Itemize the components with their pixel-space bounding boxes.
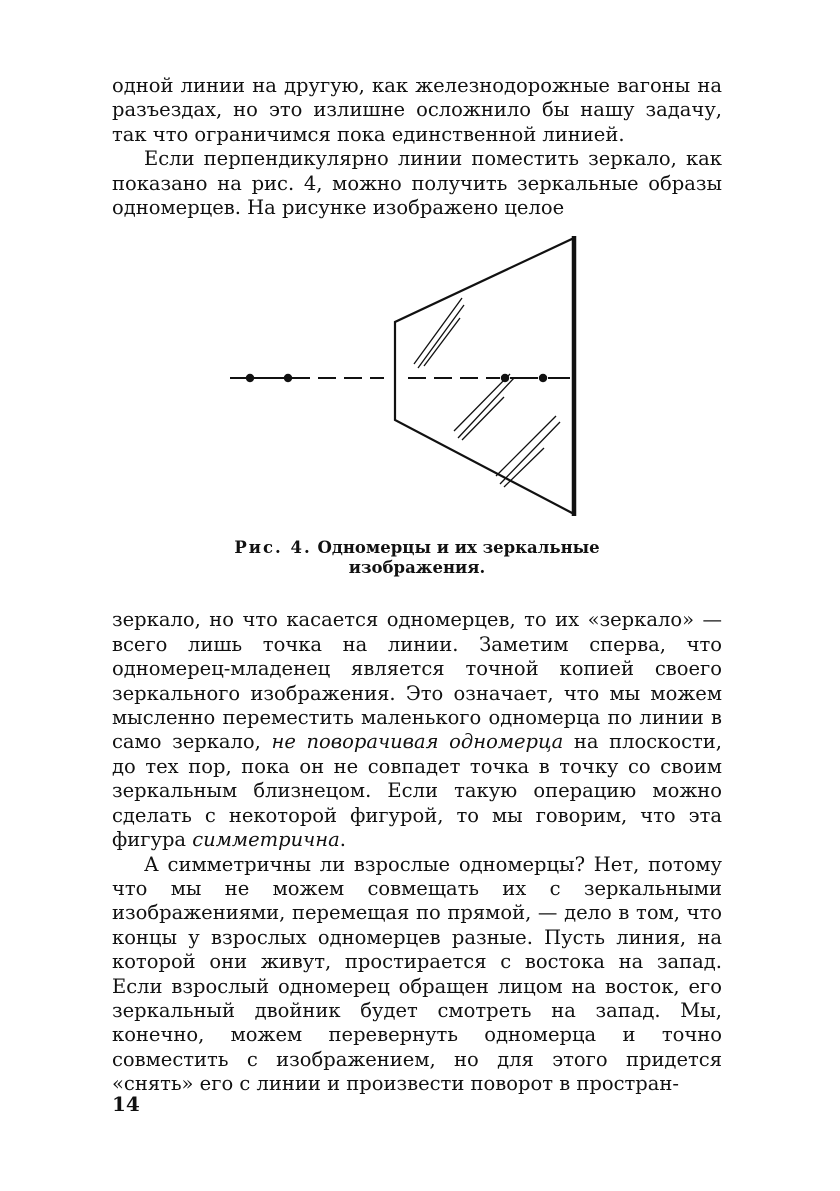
paragraph-adult-symmetry: А симметричны ли взрослые одномерцы? Нет, потому что мы не можем совмещать их с зеркальными изображениями, перемещая по прямой, — дело в том, что концы у взрослых одномерцев разные. Пусть линия, на которой они живут, простирается с востока на запад. Если взрослый одномерец обращен лицом на восток, его зеркальный двойник будет смотреть на запад. Мы, конечно, можем перевернуть одномерца и точно совместить с изображением, но для этого придется «снять» его с линии и произвести поворот в простран- bbox=[112, 852, 722, 1096]
paragraph-mirror-intro: Если перпендикулярно линии поместить зеркало, как показано на рис. 4, можно получить зеркальные образы одномерцев. На рисунке изображено целое bbox=[112, 147, 722, 220]
italic-word-symmetric: симметрична bbox=[192, 828, 340, 852]
mirror-diagram bbox=[112, 226, 722, 532]
page-content bbox=[112, 74, 722, 1097]
italic-phrase-no-rotation: не поворачивая одномерца bbox=[271, 730, 564, 754]
text-bottom bbox=[112, 608, 722, 1096]
paragraph-mirror-point: зеркало, но что касается одномерцев, то их «зеркало» — всего лишь точка на линии. Заметим сперва, что одномерец-младенец является точной копией своего зеркального изображения. Это означает, что мы можем мысленно переместить маленького одномерца по линии в само зеркало, не поворачивая одномерца на плоскости, до тех пор, пока он не совпадет точка в точку со своим зеркальным близнецом. Если такую операцию можно сделать с некоторой фигурой, то мы говорим, что эта фигура симметрична. bbox=[112, 608, 723, 852]
figure-caption bbox=[112, 538, 722, 578]
reflection-dot-left bbox=[501, 374, 509, 382]
paragraph-continuation: одной линии на другую, как железнодорожные вагоны на разъездах, но это излишне осложнило бы нашу задачу, так что ограничимся пока единственной линией. bbox=[112, 74, 722, 146]
page-number: 14 bbox=[112, 1092, 140, 1116]
figure-4 bbox=[112, 226, 722, 532]
text-top bbox=[112, 74, 722, 220]
caption-figure-label: Рис. 4. bbox=[234, 538, 312, 558]
reflection-dot-right bbox=[539, 374, 547, 382]
mirror-plane bbox=[395, 238, 574, 514]
one-dimensional-being-right bbox=[284, 374, 292, 382]
caption-text-line2: изображения. bbox=[348, 558, 486, 578]
caption-text-line1: Одномерцы и их зеркальные bbox=[317, 538, 600, 558]
one-dimensional-being-left bbox=[246, 374, 254, 382]
glass-reflection-marks bbox=[414, 298, 560, 487]
